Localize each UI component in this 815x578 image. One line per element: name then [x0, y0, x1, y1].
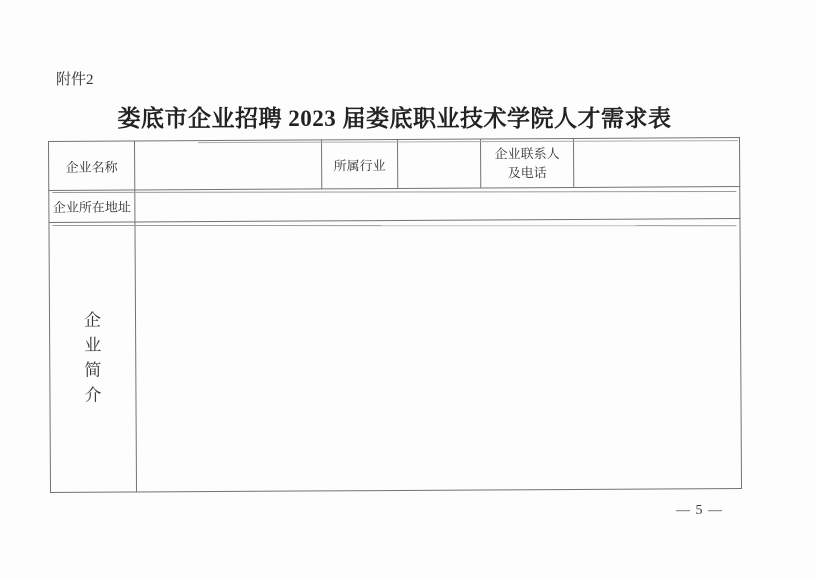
table-row [49, 219, 742, 493]
table-row [48, 138, 739, 191]
page-number: — 5 — [676, 503, 723, 518]
attachment-label: 附件2 [56, 72, 94, 88]
address-label: 企业所在地址 [49, 190, 135, 222]
talent-demand-form-table [48, 137, 741, 492]
contact-label-line1: 企业联系人 [494, 146, 560, 162]
company-name-label: 企业名称 [48, 141, 134, 190]
profile-label-cell [49, 222, 137, 492]
industry-value-cell [397, 139, 480, 188]
industry-label: 所属行业 [321, 139, 397, 188]
profile-label: 企业简介 [83, 310, 102, 405]
profile-value-cell [135, 219, 742, 492]
page-title: 娄底市企业招聘 2023 届娄底职业技术学院人才需求表 [117, 106, 672, 131]
title-container [49, 100, 740, 133]
contact-label-cell [480, 138, 573, 188]
contact-label-line2: 及电话 [507, 165, 547, 181]
company-name-value-cell [134, 140, 321, 190]
contact-value-cell [573, 138, 739, 188]
